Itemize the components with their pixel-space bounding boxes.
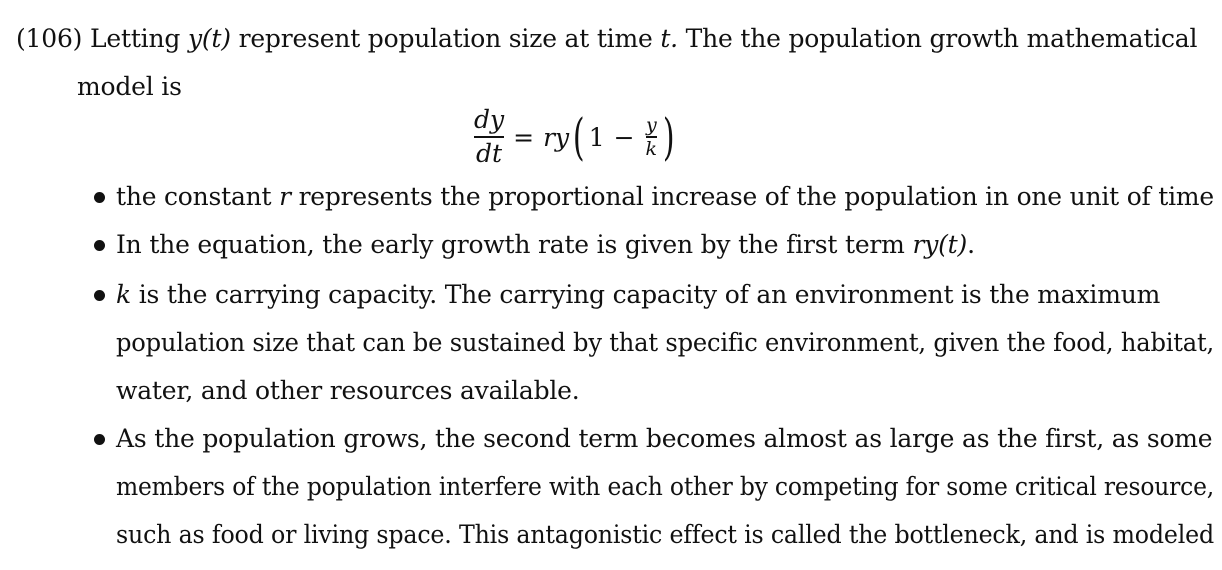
bullet-4-line-2: members of the population interfere with each other by competing for some critical resource, <box>116 472 1215 501</box>
var-r: r <box>279 182 291 211</box>
term-ry: ry <box>543 122 570 152</box>
bullet-dot-3 <box>94 290 105 301</box>
minus-sign: − <box>613 122 635 152</box>
equals-sign: = <box>513 122 535 152</box>
open-paren: ( <box>573 108 585 166</box>
derivative-denominator: dt <box>476 138 503 168</box>
problem-intro-line-1 <box>16 24 1198 54</box>
close-paren: ) <box>662 108 675 166</box>
bullet-4-line-3: such as food or living space. This antagonistic effect is called the bottleneck, and is modeled <box>116 520 1214 549</box>
bullet-dot-4 <box>94 434 105 445</box>
y-over-k-fraction <box>646 115 658 158</box>
derivative-numerator: dy <box>474 105 505 135</box>
var-ry-of-t: ry(t) <box>912 230 968 259</box>
bullet-1-segment-1: the constant <box>116 182 272 211</box>
bullet-2-segment-1: In the equation, the early growth rate is given by the first term <box>116 230 905 259</box>
bullet-3-line-1 <box>116 280 1160 310</box>
term-one: 1 <box>588 122 605 152</box>
bullet-2-period: . <box>967 230 975 259</box>
intro-segment-3: The the population growth mathematical <box>685 24 1198 53</box>
bullet-4-line-1: As the population grows, the second term becomes almost as large as the first, as some <box>116 424 1213 453</box>
problem-intro-line-2: model is <box>77 72 182 101</box>
var-y-of-t: y(t) <box>187 24 231 53</box>
bullet-3-line-2: population size that can be sustained by that specific environment, given the food, habitat, <box>116 328 1215 357</box>
bullet-1-text <box>116 182 1214 212</box>
bullet-1-segment-2: represents the proportional increase of the population in one unit of time <box>298 182 1214 211</box>
problem-number: (106) <box>16 24 83 53</box>
fraction-numerator-y: y <box>645 114 657 137</box>
var-k: k <box>116 280 131 309</box>
bullet-3-line-1-text: is the carrying capacity. The carrying capacity of an environment is the maximum <box>138 280 1161 309</box>
fraction-denominator-k: k <box>645 137 658 160</box>
bullet-dot-2 <box>94 240 105 251</box>
derivative-fraction <box>474 106 504 168</box>
bullet-dot-1 <box>94 192 105 203</box>
var-t: t. <box>660 24 678 53</box>
bullet-2-text <box>116 230 975 260</box>
logistic-equation <box>474 104 679 170</box>
intro-segment-2: represent population size at time <box>238 24 653 53</box>
bullet-3-line-3: water, and other resources available. <box>116 376 580 405</box>
intro-segment-1: Letting <box>89 24 181 53</box>
fraction-bar <box>474 136 504 138</box>
